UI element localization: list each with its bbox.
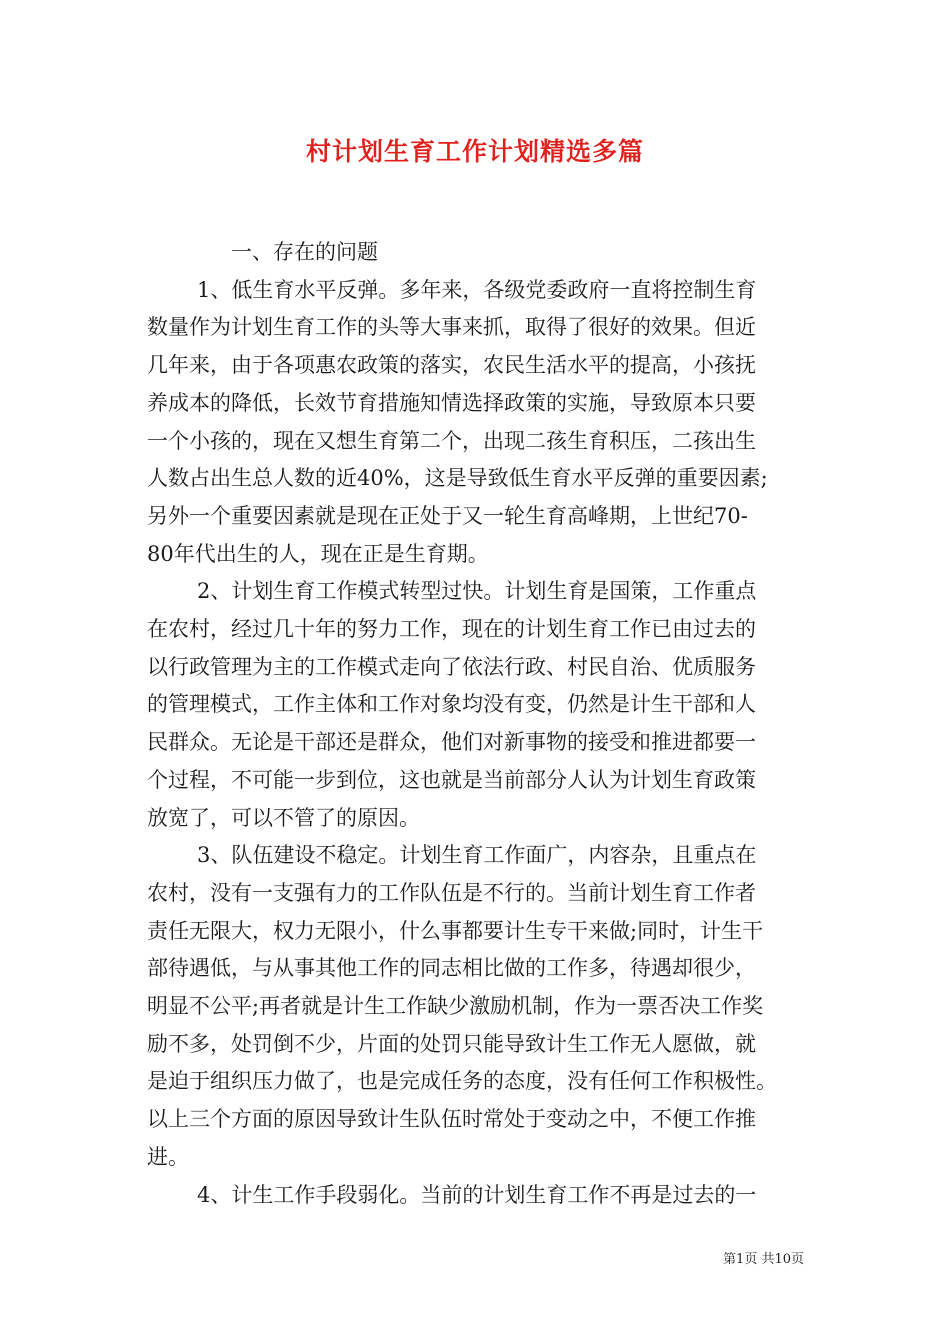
paragraph-line: 数量作为计划生育工作的头等大事来抓，取得了很好的效果。但近 (147, 315, 756, 340)
paragraph-line: 几年来，由于各项惠农政策的落实，农民生活水平的提高，小孩抚 (147, 353, 756, 378)
paragraph-line: 在农村，经过几十年的努力工作，现在的计划生育工作已由过去的 (147, 617, 756, 642)
paragraph-line: 4、计生工作手段弱化。当前的计划生育工作不再是过去的一 (197, 1182, 757, 1207)
paragraph-line: 以行政管理为主的工作模式走向了依法行政、村民自治、优质服务 (147, 654, 756, 679)
section-heading: 一、存在的问题 (231, 240, 378, 264)
document-title: 村计划生育工作计划精选多篇 (305, 137, 644, 166)
paragraph-line: 以上三个方面的原因导致计生队伍时常处于变动之中，不便工作推 (147, 1107, 756, 1132)
paragraph-line: 1、低生育水平反弹。多年来，各级党委政府一直将控制生育 (197, 277, 757, 302)
paragraph-line: 80年代出生的人，现在正是生育期。 (147, 541, 489, 566)
paragraph-line: 3、队伍建设不稳定。计划生育工作面广，内容杂，且重点在 (197, 843, 757, 868)
paragraph-line: 人数占出生总人数的近40%，这是导致低生育水平反弹的重要因素; (147, 466, 768, 491)
paragraph-line: 励不多，处罚倒不少，片面的处罚只能导致计生工作无人愿做，就 (147, 1031, 756, 1056)
paragraph-line: 2、计划生育工作模式转型过快。计划生育是国策，工作重点 (197, 579, 757, 604)
paragraph-line: 进。 (147, 1144, 189, 1169)
paragraph-line: 养成本的降低，长效节育措施知情选择政策的实施，导致原本只要 (147, 390, 756, 415)
paragraph-line: 另外一个重要因素就是现在正处于又一轮生育高峰期，上世纪70- (147, 503, 748, 528)
paragraph-line: 一个小孩的，现在又想生育第二个，出现二孩生育积压，二孩出生 (147, 428, 756, 453)
paragraph-line: 放宽了，可以不管了的原因。 (147, 805, 420, 830)
paragraph-line: 个过程，不可能一步到位，这也就是当前部分人认为计划生育政策 (147, 767, 756, 792)
paragraph-line: 农村，没有一支强有力的工作队伍是不行的。当前计划生育工作者 (147, 880, 756, 905)
paragraph-line: 是迫于组织压力做了，也是完成任务的态度，没有任何工作积极性。 (147, 1069, 777, 1094)
document-body (147, 234, 812, 1214)
paragraph-line: 民群众。无论是干部还是群众，他们对新事物的接受和推进都要一 (147, 730, 756, 755)
paragraph-line: 明显不公平;再者就是计生工作缺少激励机制，作为一票否决工作奖 (147, 994, 764, 1019)
paragraph-line: 的管理模式，工作主体和工作对象均没有变，仍然是计生干部和人 (147, 692, 756, 717)
page-number-footer: 第1页 共10页 (723, 1252, 804, 1267)
paragraph-line: 部待遇低，与从事其他工作的同志相比做的工作多，待遇却很少， (147, 956, 756, 981)
paragraph-line: 责任无限大，权力无限小，什么事都要计生专干来做;同时，计生干 (147, 918, 764, 943)
